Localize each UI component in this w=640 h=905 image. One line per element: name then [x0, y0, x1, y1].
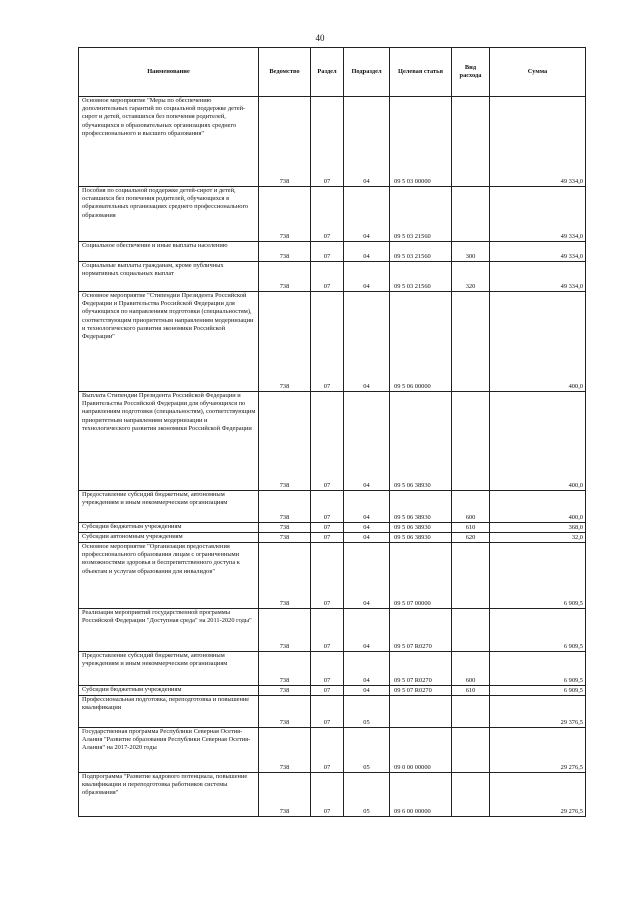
- row-section: 07: [311, 242, 344, 262]
- row-dept: 738: [259, 686, 311, 696]
- row-name: Социальные выплаты гражданам, кроме публичных нормативных социальных выплат: [79, 262, 259, 292]
- row-section: 07: [311, 652, 344, 686]
- table-row: [79, 609, 586, 652]
- row-subsection: 04: [344, 523, 390, 533]
- row-article: 09 5 06 00000: [390, 292, 452, 392]
- row-article: [390, 696, 452, 728]
- row-subsection: 04: [344, 292, 390, 392]
- row-dept: 738: [259, 262, 311, 292]
- row-subsection: 04: [344, 242, 390, 262]
- row-subsection: 05: [344, 696, 390, 728]
- row-sum: 32,0: [490, 533, 586, 543]
- row-type: [452, 728, 490, 773]
- row-name: Социальное обеспечение и иные выплаты населению: [79, 242, 259, 262]
- row-sum: 6 909,5: [490, 609, 586, 652]
- table-header-row: [79, 48, 586, 97]
- row-type: [452, 292, 490, 392]
- row-section: 07: [311, 696, 344, 728]
- row-type: [452, 609, 490, 652]
- table-row: [79, 533, 586, 543]
- row-sum: 368,0: [490, 523, 586, 533]
- header-article: Целевая статья: [390, 48, 452, 97]
- table-row: [79, 543, 586, 609]
- row-type: 300: [452, 242, 490, 262]
- row-name: Подпрограмма "Развитие кадрового потенциала, повышение квалификации и переподготовка работников системы образования": [79, 773, 259, 817]
- table-row: [79, 696, 586, 728]
- header-dept: Ведомство: [259, 48, 311, 97]
- row-name: Профессиональная подготовка, переподготовка и повышение квалификации: [79, 696, 259, 728]
- row-subsection: 04: [344, 609, 390, 652]
- row-dept: 738: [259, 543, 311, 609]
- header-name: Наименование: [79, 48, 259, 97]
- row-name: Государственная программа Республики Северная Осетия-Алания "Развитие образования Республики Северная Осетия-Алания" на 2017-2020 годы: [79, 728, 259, 773]
- row-sum: 29 276,5: [490, 773, 586, 817]
- row-type: [452, 696, 490, 728]
- row-dept: 738: [259, 696, 311, 728]
- row-section: 07: [311, 187, 344, 242]
- row-name: Пособия по социальной поддержке детей-сирот и детей, оставшихся без попечения родителей, обучающихся в образовательных организациях среднего профессионального образования: [79, 187, 259, 242]
- row-section: 07: [311, 686, 344, 696]
- row-subsection: 04: [344, 187, 390, 242]
- row-article: 09 5 07 R0270: [390, 652, 452, 686]
- row-subsection: 04: [344, 97, 390, 187]
- table-row: [79, 262, 586, 292]
- row-sum: 29 276,5: [490, 728, 586, 773]
- row-subsection: 04: [344, 262, 390, 292]
- row-article: 09 6 00 00000: [390, 773, 452, 817]
- table-row: [79, 652, 586, 686]
- row-name: Предоставление субсидий бюджетным, автономным учреждениям и иным некоммерческим организациям: [79, 491, 259, 523]
- row-dept: 738: [259, 609, 311, 652]
- row-section: 07: [311, 523, 344, 533]
- row-subsection: 04: [344, 392, 390, 491]
- row-sum: 400,0: [490, 292, 586, 392]
- row-type: 610: [452, 523, 490, 533]
- row-subsection: 04: [344, 533, 390, 543]
- row-section: 07: [311, 533, 344, 543]
- row-section: 07: [311, 773, 344, 817]
- header-type: Вид расхода: [452, 48, 490, 97]
- row-subsection: 04: [344, 652, 390, 686]
- row-sum: 6 909,5: [490, 543, 586, 609]
- row-dept: 738: [259, 728, 311, 773]
- row-type: 320: [452, 262, 490, 292]
- row-article: 09 5 06 38930: [390, 491, 452, 523]
- row-article: 09 5 06 38930: [390, 533, 452, 543]
- table-row: [79, 97, 586, 187]
- row-type: [452, 187, 490, 242]
- row-name: Субсидии бюджетным учреждениям: [79, 686, 259, 696]
- row-article: 09 5 06 38930: [390, 392, 452, 491]
- row-dept: 738: [259, 187, 311, 242]
- row-type: [452, 97, 490, 187]
- table-row: [79, 187, 586, 242]
- row-dept: 738: [259, 533, 311, 543]
- row-article: 09 5 07 R0270: [390, 609, 452, 652]
- row-dept: 738: [259, 652, 311, 686]
- row-name: Предоставление субсидий бюджетным, автономным учреждениям и иным некоммерческим организациям: [79, 652, 259, 686]
- row-article: 09 5 03 21560: [390, 262, 452, 292]
- row-section: 07: [311, 491, 344, 523]
- row-sum: 49 334,0: [490, 262, 586, 292]
- row-dept: 738: [259, 97, 311, 187]
- row-section: 07: [311, 728, 344, 773]
- row-name: Основное мероприятие "Организация предоставления профессионального образования лицам с ограниченными возможностями здоровья и беспрепятственного доступа к объектам и услугам образования для инвалидов": [79, 543, 259, 609]
- row-dept: 738: [259, 523, 311, 533]
- row-subsection: 05: [344, 773, 390, 817]
- row-sum: 49 334,0: [490, 97, 586, 187]
- row-name: Основное мероприятие "Стипендии Президента Российской Федерации и Правительства Российской Федерации для обучающихся по направлениям подготовки (специальностям), соответствующим приоритетным направлениям модернизации и технологического развития экономики Российской Федерации": [79, 292, 259, 392]
- row-sum: 400,0: [490, 392, 586, 491]
- row-sum: 6 909,5: [490, 686, 586, 696]
- row-sum: 49 334,0: [490, 187, 586, 242]
- row-name: Выплата Стипендии Президента Российской Федерации и Правительства Российской Федерации для обучающихся по направлениям подготовки (специальностям), соответствующим приоритетным направлениям модернизации и технологического развития экономики Российской Федерации: [79, 392, 259, 491]
- table-row: [79, 773, 586, 817]
- row-article: 09 5 07 00000: [390, 543, 452, 609]
- table-row: [79, 728, 586, 773]
- row-subsection: 04: [344, 491, 390, 523]
- row-article: 09 5 03 21560: [390, 242, 452, 262]
- row-type: 610: [452, 686, 490, 696]
- row-article: 09 5 06 38930: [390, 523, 452, 533]
- row-sum: 400,0: [490, 491, 586, 523]
- row-type: [452, 392, 490, 491]
- row-name: Основное мероприятие "Меры по обеспечению дополнительных гарантий по социальной поддержке детей-сирот и детей, оставшихся без попечения родителей, обучающихся в образовательных организациях среднего профессионального и высшего образования": [79, 97, 259, 187]
- table-row: [79, 292, 586, 392]
- row-sum: 49 334,0: [490, 242, 586, 262]
- row-section: 07: [311, 292, 344, 392]
- row-sum: 29 376,5: [490, 696, 586, 728]
- row-dept: 738: [259, 242, 311, 262]
- row-subsection: 04: [344, 543, 390, 609]
- row-dept: 738: [259, 292, 311, 392]
- row-subsection: 05: [344, 728, 390, 773]
- table-row: [79, 392, 586, 491]
- row-type: [452, 543, 490, 609]
- row-article: 09 5 03 00000: [390, 97, 452, 187]
- row-type: 620: [452, 533, 490, 543]
- row-dept: 738: [259, 773, 311, 817]
- table-row: [79, 491, 586, 523]
- header-subsection: Подраздел: [344, 48, 390, 97]
- row-section: 07: [311, 262, 344, 292]
- row-section: 07: [311, 609, 344, 652]
- page-number: 40: [315, 33, 325, 43]
- row-dept: 738: [259, 392, 311, 491]
- header-section: Раздел: [311, 48, 344, 97]
- row-type: [452, 773, 490, 817]
- row-article: 09 5 03 21560: [390, 187, 452, 242]
- row-name: Субсидии автономным учреждениям: [79, 533, 259, 543]
- row-section: 07: [311, 97, 344, 187]
- row-type: 600: [452, 652, 490, 686]
- table-row: [79, 686, 586, 696]
- row-type: 600: [452, 491, 490, 523]
- table-row: [79, 242, 586, 262]
- row-name: Субсидии бюджетным учреждениям: [79, 523, 259, 533]
- row-section: 07: [311, 543, 344, 609]
- header-sum: Сумма: [490, 48, 586, 97]
- row-section: 07: [311, 392, 344, 491]
- budget-table: [78, 47, 586, 817]
- table-row: [79, 523, 586, 533]
- row-article: 09 5 07 R0270: [390, 686, 452, 696]
- row-sum: 6 909,5: [490, 652, 586, 686]
- row-subsection: 04: [344, 686, 390, 696]
- row-article: 09 0 00 00000: [390, 728, 452, 773]
- row-name: Реализация мероприятий государственной программы Российской Федерации "Доступная среда" на 2011-2020 годы": [79, 609, 259, 652]
- row-dept: 738: [259, 491, 311, 523]
